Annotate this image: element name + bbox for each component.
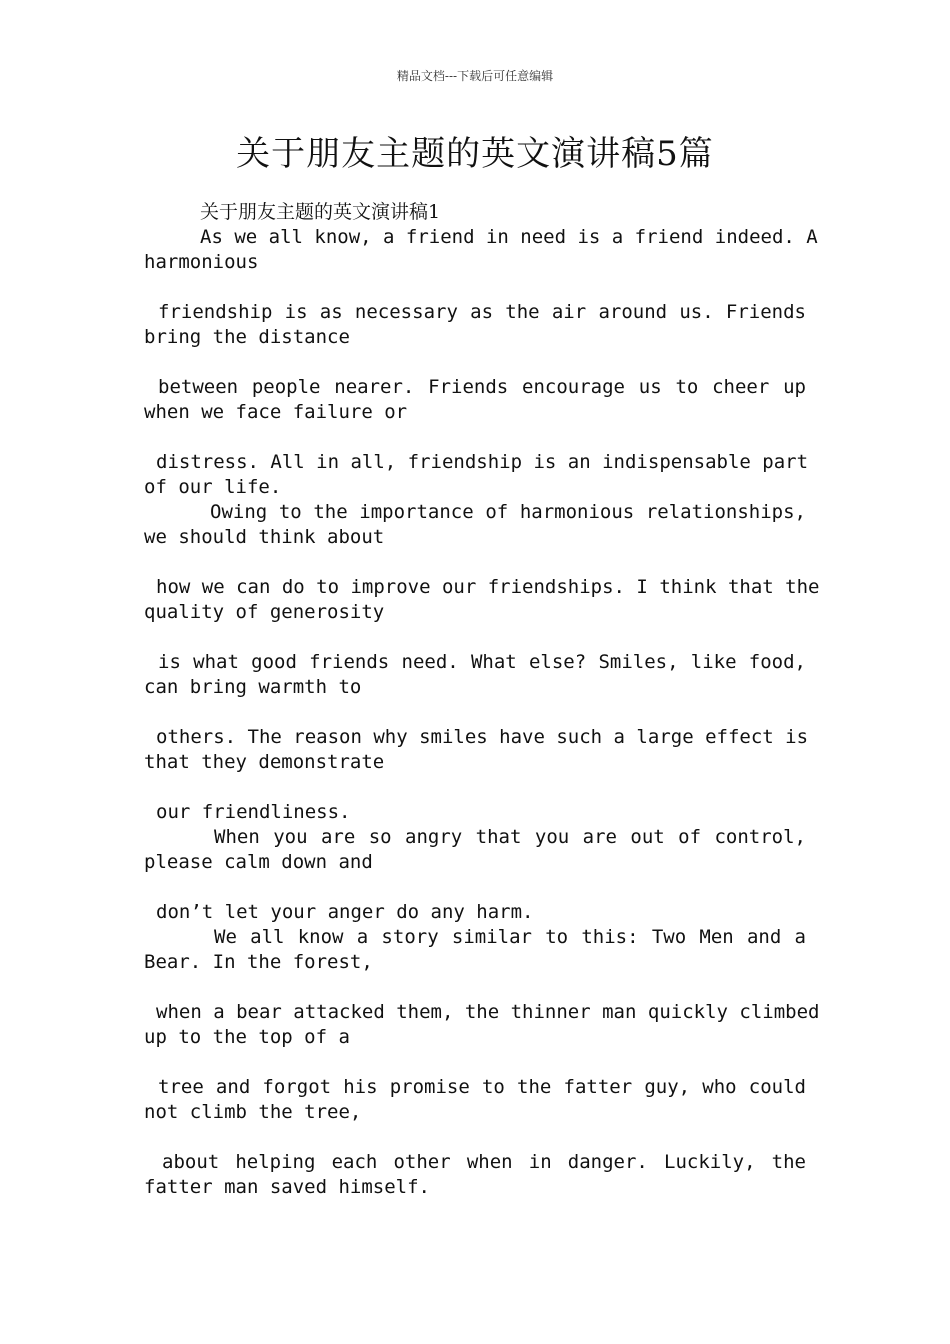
text-line: please calm down and [144,851,373,873]
text-line: quality of generosity [144,601,385,623]
text-line: up to the top of a [144,1026,350,1048]
text-line: how we can do to improve our friendships. I think that the [156,576,820,598]
section-heading: 关于朋友主题的英文演讲稿1 [200,201,441,223]
blank-line [144,275,806,300]
text-line: between people nearer. Friends encourage us to cheer up [158,376,806,398]
text-line: Owing to the importance of harmonious relationships, [210,501,806,523]
text-line: not climb the tree, [144,1101,362,1123]
text-line: our friendliness. [156,801,351,823]
text-line: Bear. In the forest, [144,951,373,973]
text-line: others. The reason why smiles have such a large effect is [156,726,809,748]
text-line: As we all know, a friend in need is a friend indeed. A [200,226,818,248]
text-line: We all know a story similar to this: Two Men and a [214,926,806,948]
text-line: can bring warmth to [144,676,362,698]
text-line: about helping each other when in danger. Luckily, the [162,1151,806,1173]
text-line: when a bear attacked them, the thinner man quickly climbed [156,1001,820,1023]
text-line: tree and forgot his promise to the fatter guy, who could [158,1076,806,1098]
page-header: 精品文档---下载后可任意编辑 [396,69,554,83]
blank-line [144,350,806,375]
text-line: don’t let your anger do any harm. [156,901,534,923]
text-line: distress. All in all, friendship is an indispensable part [156,451,809,473]
text-line: harmonious [144,251,259,273]
blank-line [144,1125,806,1150]
blank-line [144,1050,806,1075]
blank-line [144,425,806,450]
blank-line [144,975,806,1000]
text-line: friendship is as necessary as the air around us. Friends [158,301,806,323]
text-line: we should think about [144,526,385,548]
paragraph-lines [144,225,820,1200]
text-line: when we face failure or [144,401,408,423]
blank-line [144,550,806,575]
blank-line [144,875,806,900]
blank-line [144,625,806,650]
document-title: 关于朋友主题的英文演讲稿5篇 [236,134,714,174]
text-line: that they demonstrate [144,751,385,773]
blank-line [144,775,806,800]
blank-line [144,700,806,725]
document-body [144,200,820,1200]
text-line: When you are so angry that you are out of control, [214,826,806,848]
text-line: bring the distance [144,326,350,348]
text-line: fatter man saved himself. [144,1176,430,1198]
text-line: is what good friends need. What else? Smiles, like food, [158,651,806,673]
text-line: of our life. [144,476,282,498]
